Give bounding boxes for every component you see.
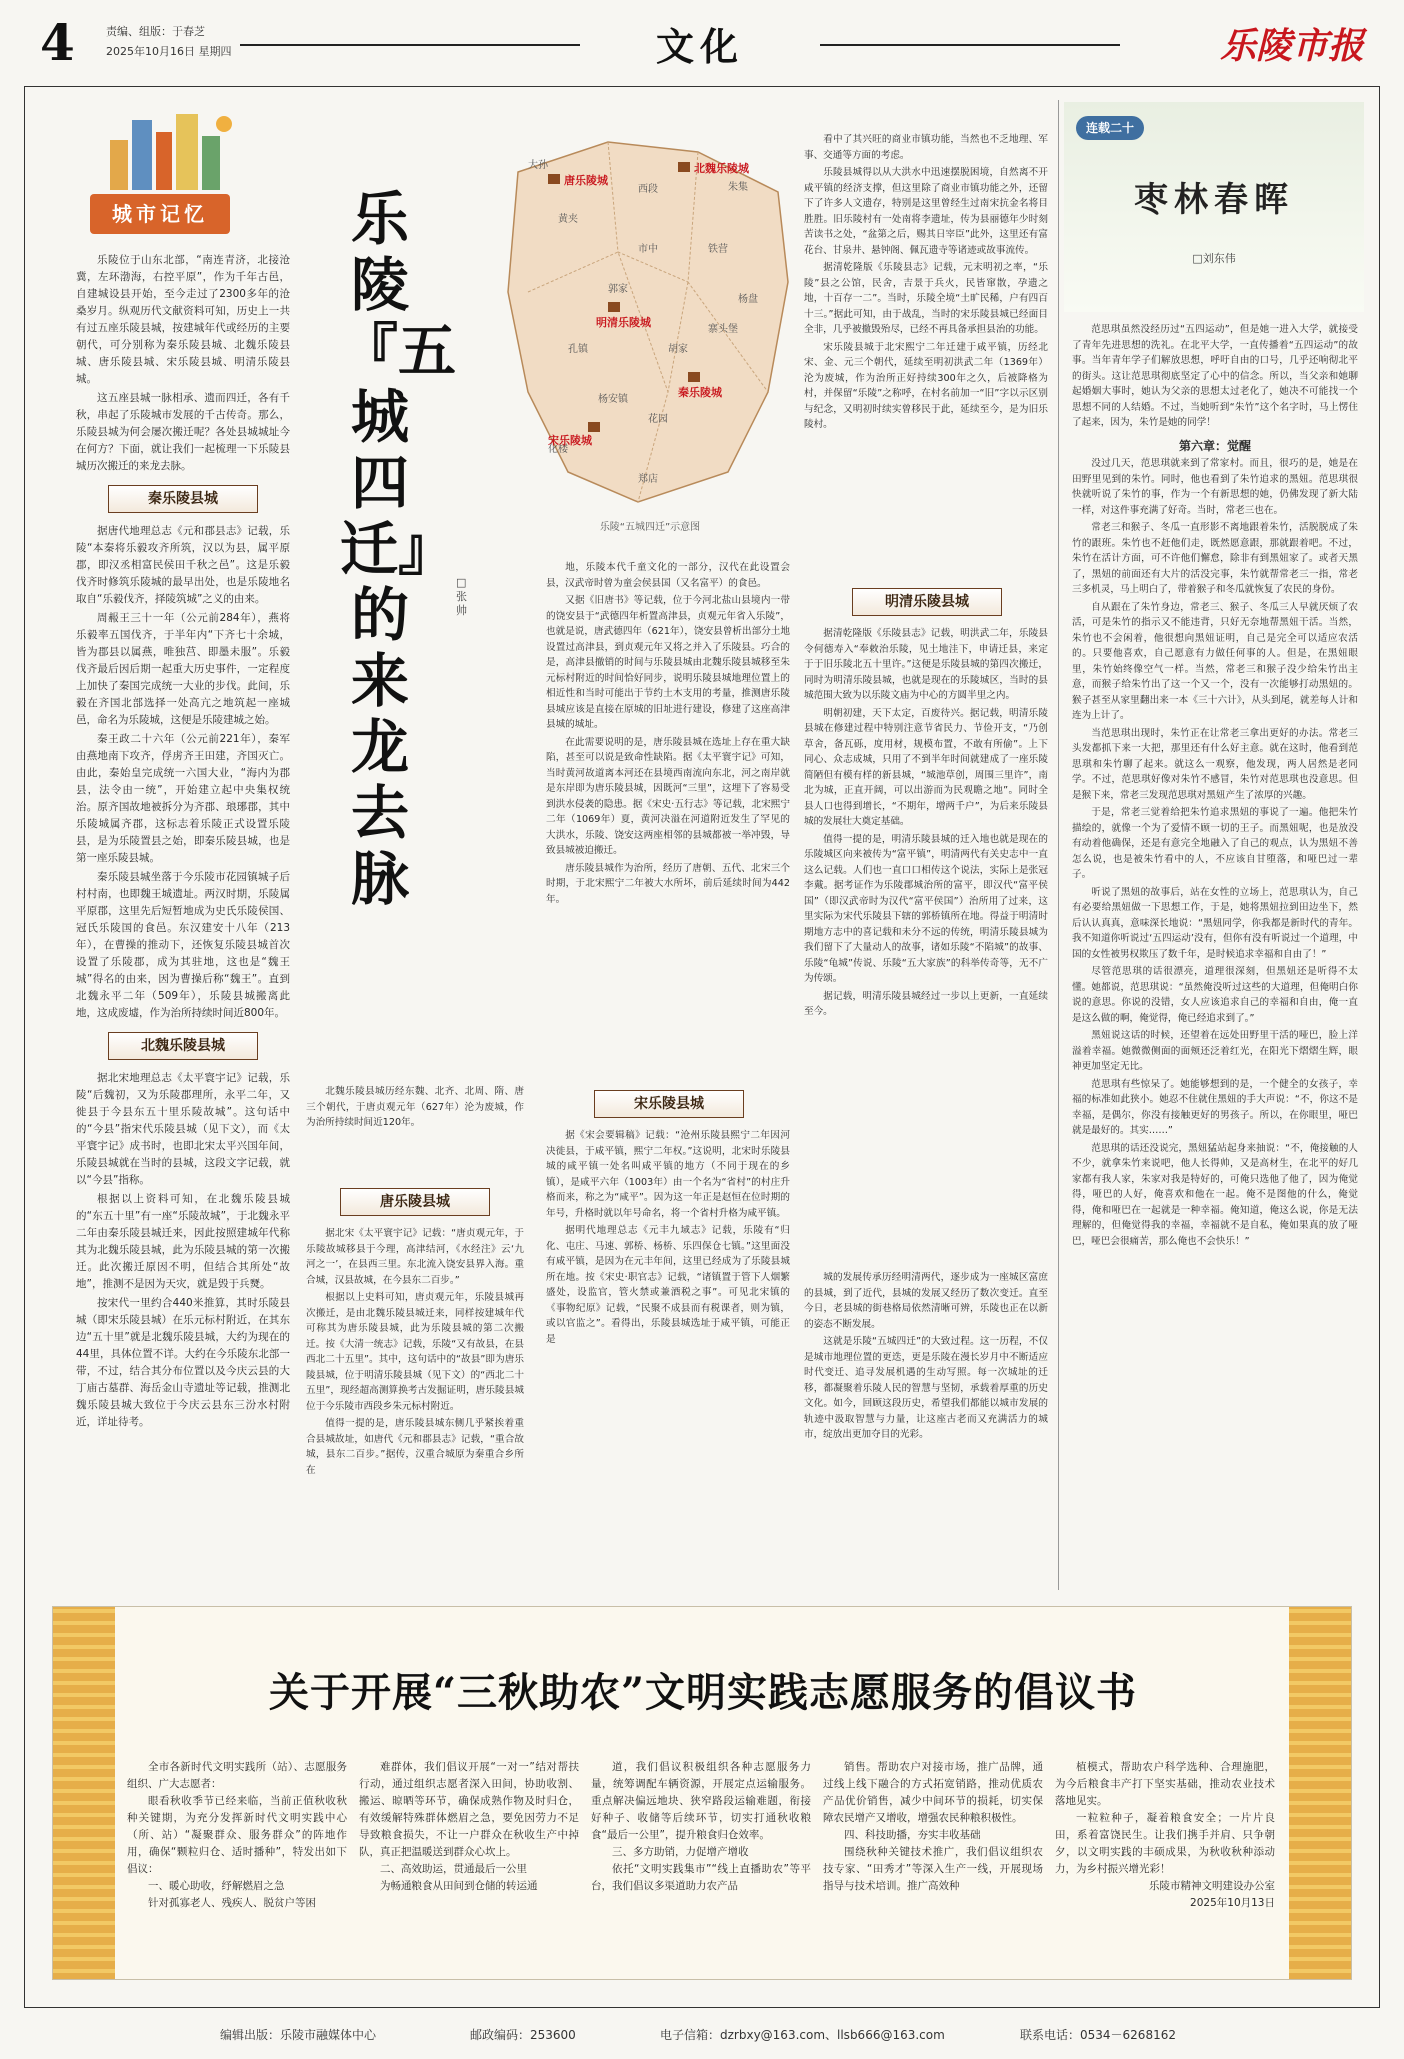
map-label: 胡家 [668, 344, 688, 355]
map-label: 市中 [638, 244, 658, 255]
paragraph: 据《宋会要辑稿》记载：“沧州乐陵县熙宁二年因河决徙县，于咸平镇，熙宁二年权。”这说明，北宋时乐陵县城的咸平镇一处名叫咸平镇的地方（不同于现在的乡镇），是咸平六年（1003年）由一个名为“省村”的村庄升格而来，称之为“咸平”。因为这一年正是赵恒在位时期的年号，升格时就以年号命名，将一个省村升格为咸平镇。 [546, 1130, 790, 1219]
column-divider [1058, 100, 1059, 1590]
paragraph: 一粒粒种子，凝着粮食安全；一片片良田，系着富饶民生。让我们携手并肩、只争朝夕，以文明实践的丰硕成果，为秋收秋种添动力，为乡村振兴增光彩！ [1055, 1812, 1275, 1875]
paragraph: 没过几天，范思琪就来到了常家村。而且，很巧的是，她是在田野里见到的朱竹。同时，他也看到了朱竹追求的黑妞。范思琪很快就听说了朱竹的事，作为一个有新思想的她，仍佛发现了新大陆一样，对这件事充满了好奇。当时，常老三也在。 [1072, 458, 1358, 516]
header-meta [106, 22, 232, 62]
paragraph: 城的发展传承历经明清两代，逐步成为一座城区富庶的县城，到了近代，县城的发展又经历了数次变迁。直至今日，老县城的街巷格局依然清晰可辨，乐陵也正在以新的姿态不断发展。 [804, 1272, 1048, 1330]
notice-column-5 [1055, 1759, 1275, 1969]
city-gate-icon [548, 174, 560, 184]
section-title: 文化 [655, 24, 744, 69]
paragraph: 明朝初建，天下太定，百废待兴。据记载，明清乐陵县城在修建过程中特别注意节省民力、节俭开支，“乃创草舍，备瓦砾，度用材，规模布置，不敢有所偷”。上下同心、众志成城，只用了不到半年时间就建成了一座乐陵简陋但有模有样的新县城，“城池草创，周围三里许”，南北为城，正直开阔，可以出游而为民观瞻之地”。同时全县人口也得到增长，“不期年，增两千户”，为后来乐陵县城的发展壮大奠定基础。 [804, 707, 1048, 827]
paragraph: 据唐代地理总志《元和郡县志》记载，乐陵“本秦将乐毅攻齐所筑，汉以为县，属平原郡，即汉丞相富民侯田千秋之邑”。这是乐毅伐齐时修筑乐陵城的最早出处，也是乐陵地名取自“乐毅伐齐，择陵筑城”之义的由来。 [76, 525, 290, 605]
paragraph: 根据以上资料可知，在北魏乐陵县城的“东五十里”有一座“乐陵故城”，于北魏永平二年由秦乐陵县城迁来，因此按照建城年代称其为北魏乐陵县城，此为乐陵县城的第一次搬迁。此次搬迁原因不明，但结合其所处“故地”，推测不是因为天灾，就是毁于兵燹。 [76, 1193, 290, 1290]
serial-title: 枣林春晖 [1134, 180, 1294, 220]
corn-decoration [53, 1607, 115, 1980]
article-column-4-bottom [804, 1270, 1048, 1580]
map-label: 朱集 [728, 182, 748, 193]
paragraph: 按宋代一里约合440米推算，其时乐陵县城（即宋乐陵县城）在乐元标村附近，在其东边“五十里”就是北魏乐陵县城，大约为现在的44里，具体位置不详。大约在今乐陵东北部一带，不过，结合其分布位置以及今庆云县的大丁庙古墓群、海岳金山寺遗址等记载，推测北魏乐陵县城大致位于今庆云县东三汾水村附近，详址待考。 [76, 1297, 290, 1428]
paragraph: 在此需要说明的是，唐乐陵县城在选址上存在重大缺陷，甚至可以说是致命性缺陷。据《太平寰宇记》可知，当时黄河故道离本河还在县境西南流向东北，河之南岸就是东岸即为唐乐陵县城，因既河“三里”，这埋下了容易受到洪水侵袭的隐患。据《宋史·五行志》等记载，北宋熙宁二年（1069年）夏，黄河决溢在河道附近发生了罕见的大洪水，乐陵、饶安这两座相邻的县城都被一举冲毁，导致县城被迫搬迁。 [546, 736, 790, 856]
footer-email: 电子信箱：dzrbxy@163.com、llsb666@163.com [660, 2028, 945, 2042]
paragraph: 眼看秋收季节已经来临，当前正值秋收秋种关键期，为充分发挥新时代文明实践中心（所、站）“凝聚群众、服务群众”的阵地作用，确保“颗粒归仓、适时播种”，特发出如下倡议： [127, 1795, 347, 1875]
masthead [40, 14, 1364, 72]
article-column-3-song [546, 1128, 790, 1580]
paragraph: 黑妞说这话的时候，还望着在远处田野里干活的哑巴，脸上洋溢着幸福。她微微侧面的面颊还泛着红光，在阳光下熠熠生辉，眼神更加坚定无比。 [1072, 1030, 1358, 1072]
paragraph: 范思琪的话还没说完，黑妞猛站起身来抽说：“不，俺接触的人不少，就拿朱竹来说吧，他人长得帅，又是高材生，在北平的好几家都有我人家，朱家对我是特好的，可俺只选他了他了，因为俺觉得，哑巴的人好，俺喜欢和他在一起。俺不是图他的什么，俺觉得，俺和哑巴在一起就是一种幸福。俺知道，俺这么说，你是无法理解的，但俺觉得我的幸福，幸福就不是自私，俺如果真的放了哑巴，哑巴会很痛苦，那么俺也不会快乐！” [1072, 1142, 1358, 1247]
paragraph: 尽管范思琪的话很漂亮，道理很深刻，但黑妞还是听得不太懂。她都说，范思琪说：“虽然俺没听过这些的大道理，但俺明白你说的意思。你说的没错，女人应该追求自己的幸福和自由，俺一直是这么做的啊，俺觉得，俺已经追求到了。” [1072, 966, 1358, 1024]
paragraph: 依托“文明实践集市”“线上直播助农”等平台，我们倡议多渠道助力农产品 [591, 1863, 811, 1892]
volunteer-notice [52, 1606, 1352, 1980]
paragraph: 又据《旧唐书》等记载，位于今河北盐山县境内一带的饶安县于“武德四年析置高津县，贞观元年省入乐陵”，也就是说，唐武德四年（621年），饶安县曾析出部分土地设置过高津县，到贞观元年又将之并入了乐陵县。巧合的是，高津县撤销的时间与乐陵县城由北魏乐陵县城移至朱元标村附近的时间恰好同步，说明乐陵县城地理位置上的相近性和当时可能出于节约土木支用的考量，推测唐乐陵县城应该是直接在原城的旧址进行建设，修建了这座高津县城的城址。 [546, 595, 790, 730]
notice-column-4 [823, 1759, 1043, 1969]
paragraph: 周赧王三十一年（公元前284年），燕将乐毅率五国伐齐，于半年内“下齐七十余城，皆为郡县以属燕，唯独莒、即墨未服”。乐毅伐齐最后因后期一起重大历史事件，一定程度上加快了秦国完成统一大业的步伐。此间，乐毅在齐国北部选择一处高亢之地筑起一座城邑，命名为乐陵城，这便是乐陵建城之始。 [76, 612, 290, 726]
notice-signature: 乐陵市精神文明建设办公室 [1149, 1880, 1275, 1892]
paragraph: 范思琪有些惊呆了。她能够想到的是，一个健全的女孩子，幸福的标准如此狭小。她忍不住就住黑妞的手大声说：“不，你这不是幸福，是偶尔，你没有接触更好的男孩子。所以，在你眼里，哑巴就是最好的。其实……” [1072, 1078, 1358, 1136]
paragraph: 范思琪虽然没经历过“五四运动”，但是她一进入大学，就接受了青年先进思想的洗礼。在北平大学，一直传播着“五四运动”的故事。当年青年学子们解放思想，呼吁自由的口号，几乎还响彻北平的街头。这让范思琪彻底坚定了心中的信念。所以，当父亲和她聊起婚姻大事时，她认为父亲的思想太过老化了，她决不可能找一个思想不同的人结婚。不过，当她听到“朱竹”这个名字时，马上愣住了起来，因为，朱竹是她的同学！ [1072, 324, 1358, 428]
subhead-qin: 秦乐陵县城 [108, 485, 258, 513]
paragraph: 据北宋地理总志《太平寰宇记》记载，乐陵“后魏初，又为乐陵郡理所，永平二年，又徙县于今县东五十里乐陵故城”。这句话中的“今县”指宋代乐陵县城（见下文），而《太平寰宇记》成书时，也即北宋太平兴国年间，乐陵县城就在当时的县城，这段文字记载，就以“今县”指称。 [76, 1072, 290, 1186]
article-column-1 [76, 252, 290, 1582]
notice-date: 2025年10月13日 [1190, 1897, 1275, 1909]
city-gate-icon [678, 162, 690, 172]
paragraph: 北魏乐陵县城历经东魏、北齐、北周、隋、唐三个朝代，于唐贞观元年（627年）沦为废城，作为治所持续时间近120年。 [306, 1086, 524, 1128]
paragraph: 二、高效助运，贯通最后一公里 [380, 1863, 527, 1875]
notice-column-2 [359, 1759, 579, 1969]
paragraph: 一、暖心助收，纾解燃眉之急 [148, 1880, 285, 1892]
subhead-tang: 唐乐陵县城 [340, 1188, 490, 1216]
paragraph: 植模式，帮助农户科学选种、合理施肥，为今后粮食丰产打下坚实基础，推动农业技术落地见实。 [1055, 1761, 1275, 1807]
paragraph: 难群体，我们倡议开展“一对一”结对帮扶行动，通过组织志愿者深入田间，协助收割、搬运、晾晒等环节，确保成熟作物及时归仓，有效缓解特殊群体燃眉之急，要免因劳力不足导致粮食损失，不让一户群众在秋收生产中掉队，真正把温暖送到群众心坎上。 [359, 1761, 579, 1858]
paragraph: 地，乐陵本代千童文化的一部分，汉代在此设置会县，汉武帝时曾为童会侯县国（又名富平）的食邑。 [546, 562, 790, 589]
serial-author: □刘东伟 [1192, 252, 1236, 265]
issue-date: 2025年10月16日 星期四 [106, 45, 232, 58]
paragraph: 唐乐陵县城作为治所，经历了唐朝、五代、北宋三个时期，于北宋熙宁二年被大水所坏，前后延续时间为442年。 [546, 862, 790, 905]
page-footer [40, 2022, 1364, 2046]
paragraph: 值得一提的是，明清乐陵县城的迁入地也就是现在的乐陵城区向来被传为“富平镇”，明清两代有关史志中一直这么记载。人们也一直口口相传这个说法，实际上是张冠李戴。据考证作为乐陵郡城治所的富平，即汉代“富平侯国”（即汉武帝时为汉代“富平侯国”）治所用了过来，这里实际为宋代乐陵县下辖的郭桥镇所在地。得益于明清时期地方志中的喜记载和未分不远的传统，明清乐陵县城为我们留下了大量动人的故事，诸如乐陵“不陷城”的故事、乐陵“龟城”传说、乐陵“五大家族”的科举传奇等，无不广为传颂。 [804, 833, 1048, 984]
paragraph: 四、科技助播，夯实丰收基础 [844, 1829, 981, 1841]
map-label: 郑店 [638, 474, 658, 485]
map-city-beiwei: 北魏乐陵城 [694, 162, 749, 175]
paragraph: 三、多方助销，力促增产增收 [612, 1846, 749, 1858]
header-rule-left [240, 44, 580, 46]
article-column-2-bottom [306, 1084, 524, 1190]
article-byline: □张帅 [456, 576, 467, 617]
map-label: 西段 [638, 184, 658, 195]
map-label: 寨头堡 [708, 324, 738, 335]
paragraph: 为畅通粮食从田间到仓储的转运通 [380, 1880, 538, 1892]
paragraph: 全市各新时代文明实践所（站）、志愿服务组织、广大志愿者： [127, 1761, 347, 1790]
notice-column-1 [127, 1759, 347, 1969]
paragraph: 根据以上史料可知，唐贞观元年，乐陵县城再次搬迁，是由北魏乐陵县城迁来，同样按建城年代可称其为唐乐陵县城，此为乐陵县城的第二次搬迁。按《大清一统志》记载，乐陵“又有故县，在县西北二十五里”。其中，这句话中的“故县”即为唐乐陵县城，位于明清乐陵县城（见下文）的“西北二十五里”，现经超高测算换考古发掘证明，唐乐陵县城位于今乐陵市西段乡朱元标村附近。 [306, 1292, 524, 1412]
subhead-mingqing: 明清乐陵县城 [852, 588, 1002, 616]
paragraph: 秦王政二十六年（公元前221年），秦军由燕地南下攻齐，俘虏齐王田建，齐国灭亡。由此，秦始皇完成统一六国大业，“海内为郡县，法令由一统”，开始建立起中央集权统治。原齐国故地被拆分为齐郡、琅琊郡，其中乐陵城属齐郡，这标志着乐陵正式设置乐陵县，是为乐陵置县之始，即秦乐陵县城，也是第一座乐陵县城。 [76, 733, 290, 864]
paragraph: 于是，常老三觉着给把朱竹追求黑妞的事说了一遍。他把朱竹描绘的，就像一个为了爱情不顾一切的王子。而黑妞呢，也是放没有动着他确保，还是有意完全地融入了自己的观点，认为黑妞不善怎么说，也是被朱竹看中的人，不应该自甘堕落，和哑巴过一辈子。 [1072, 807, 1358, 880]
subhead-beiwei: 北魏乐陵县城 [108, 1032, 258, 1060]
paragraph: 销售。帮助农户对接市场，推广品牌，通过线上线下融合的方式拓宽销路，推动优质农产品优价销售，减少中间环节的损耗，切实保障农民增产又增收，增强农民种粮积极性。 [823, 1761, 1043, 1824]
notice-title: 关于开展“三秋助农”文明实践志愿服务的倡议书 [268, 1669, 1137, 1716]
footer-postcode: 邮政编码：253600 [470, 2028, 576, 2042]
paragraph: 宋乐陵县城于北宋熙宁二年迁建于咸平镇，历经北宋、金、元三个朝代，延续至明初洪武二年（1369年）沦为废城，作为治所正好持续300年之久，后被降格为村，并保留“乐陵”之称呼，在村名前加一“旧”字以示区别与纪念，又明初时续实曾移民于此，延续至今，是为旧乐陵村。 [804, 341, 1048, 430]
intro-paragraph: 这五座县城一脉相承、遗而四迁，各有千秋，串起了乐陵城市发展的千古传奇。那么，乐陵县城为何会屡次搬迁呢？各处县城城址今在何方？下面，就让我们一起梳理一下乐陵县城历次搬迁的来龙去脉。 [76, 392, 290, 472]
map-label: 杨安镇 [598, 394, 628, 405]
map-city-song: 宋乐陵城 [548, 434, 592, 447]
paragraph: 看中了其兴旺的商业市镇功能，当然也不乏地理、军事、交通等方面的考虑。 [804, 134, 1048, 161]
paragraph: 常老三和猴子、冬瓜一直形影不离地跟着朱竹，活脱脱成了朱竹的跟班。朱竹也不赶他们走，既然愿意跟，那就跟着吧。不过，朱竹在活计方面，可不许他们懈怠，除非有到黑妞家了。或者天黑了，黑妞的前面还有大片的活没完事，朱竹就帮常老三一指，常老三多机灵，马上明白了，带着猴子和冬瓜就恢复了农民的身份。 [1072, 522, 1358, 595]
paragraph: 听说了黑妞的故事后，站在女性的立场上，范思琪认为，自己有必要给黑妞做一下思想工作，于是，她将黑妞拉到田边坐下，然后认认真真，意味深长地说：“黑妞同学，你我都是新时代的青年。我不知道你听说过‘五四运动’没有，但你有没有听说过一个道理，中国的女性被男权欺压了数千年，是时候追求幸福和自由了！” [1072, 886, 1358, 960]
map-label: 杨盘 [738, 294, 758, 305]
paragraph: 值得一提的是，唐乐陵县城东侧几乎紧挨着重合县城故址，如唐代《元和郡县志》记载，“重合故城，县东二百步。”据传，汉重合城原为秦重合乡所在 [306, 1418, 524, 1476]
paragraph: 针对孤寡老人、残疾人、脱贫户等困 [148, 1897, 316, 1909]
city-gate-icon [588, 422, 600, 432]
article-column-4-mingqing [804, 626, 1048, 1266]
notice-column-3 [591, 1759, 811, 1969]
serial-body [1072, 322, 1358, 1584]
skyline-icon [100, 110, 240, 190]
city-memory-badge [60, 110, 260, 240]
article-title: 乐陵『五城四迁』的来龙去脉 [340, 185, 457, 913]
paragraph: 自从跟在了朱竹身边，常老三、猴子、冬瓜三人早就厌烦了农活，可是朱竹的指示又不能违背，只好无奈地帮黑妞干活。当然，朱竹也不会闲着，他很想向黑妞证明，自己是完全可以适应农活的。只要他喜欢，自己愿意有力做任何事的人。但是，在黑妞眼里，朱竹始终像空气一样。当然，常老三和猴子没少给朱竹出主意，而猴子给朱竹出了这一个又一个，没有一次能够打动黑妞的。猴子甚至从家里翻出来一本《三十六计》，从头到尾，就差每人计和连为上计了。 [1072, 601, 1358, 721]
footer-phone: 联系电话：0534－6268162 [1020, 2028, 1176, 2042]
page-number: 4 [40, 13, 75, 72]
map-label: 黄夹 [558, 214, 578, 225]
paragraph: 这就是乐陵“五城四迁”的大致过程。这一历程，不仅是城市地理位置的更迭，更是乐陵在漫长岁月中不断适应时代变迁、追寻发展机遇的生动写照。每一次城址的迁移，都凝聚着乐陵人民的智慧与坚韧，承载着厚重的历史文化。如今，回顾这段历史，希望我们都能以城市发展的轨迹中汲取智慧与力量，让这座古老而又充满活力的城市，绽放出更加夺目的光彩。 [804, 1336, 1048, 1440]
article-column-3-top [546, 560, 790, 1100]
map-city-mingqing: 明清乐陵城 [596, 316, 651, 329]
badge-label: 城市记忆 [90, 194, 230, 234]
paragraph: 据清乾隆版《乐陵县志》记载，元末明初之率，“乐陵”县之公馆，民舍，吉景于兵火，民皆窜散，孕遗之地，十百存一二”。当时，乐陵全境“土旷民稀，户有四百十三。”据此可知，由于战乱，当时的宋乐陵县城已经面目全非，几乎被撤毁殆尽，已经不再具备承担县治的功能。 [804, 262, 1048, 335]
map-label: 化楼 [548, 444, 568, 455]
newspaper-logo: 乐陵市报 [1219, 25, 1364, 67]
map-label: 孔镇 [568, 344, 588, 355]
map-label: 铁营 [708, 244, 728, 255]
footer-publisher: 编辑出版：乐陵市融媒体中心 [220, 2028, 377, 2042]
serial-header [1064, 102, 1364, 312]
subhead-song: 宋乐陵县城 [594, 1090, 744, 1118]
map-label: 大孙 [528, 160, 548, 171]
paragraph: 秦乐陵县城坐落于今乐陵市花园镇城子后村村南，也即魏王城遗址。两汉时期，乐陵属平原郡，这里先后短暂地成为史氏乐陵侯国、冠氏乐陵国的食邑。东汉建安十八年（213年），在曹操的推动下，还恢复乐陵县城首次设置了乐陵郡，成为其驻地，这也是“魏王城”得名的由来，因为曹操后称“魏王”。直到北魏永平二年（509年），乐陵县城搬离此地，这成废墟，作为治所持续时间近800年。 [76, 871, 290, 1019]
intro-paragraph: 乐陵位于山东北部，“南连青济，北接沧冀，左环渤海，右控平原”，作为千年古邑，自建城设县开始，至今走过了2300多年的沧桑岁月。纵观历代文献资料可知，历史上一共有过五座乐陵县城，按建城年代或经历的主要朝代，可分别称为秦乐陵县城、北魏乐陵县城、唐乐陵县城、宋乐陵县城、明清乐陵县城。 [76, 254, 290, 385]
five-cities-map [488, 132, 798, 512]
map-city-qin: 秦乐陵城 [678, 386, 722, 399]
paragraph: 据清乾隆版《乐陵县志》记载，明洪武二年，乐陵县令何德寿入“奉敕治乐陵，见土地洼下，申请迁县，来定于于旧乐陵北五十里许。”这便是乐陵县城的第四次搬迁，同时为明清乐陵县城，也就是现在的乐陵城区，当时的县城范围大致为以乐陵文庙为中心的方圆半里之内。 [804, 628, 1048, 701]
editors-credit: 责编、组版：于春芝 [106, 25, 205, 38]
map-caption: 乐陵“五城四迁”示意图 [599, 522, 701, 533]
map-city-tang: 唐乐陵城 [564, 174, 608, 187]
article-column-4-top [804, 132, 1048, 580]
paragraph: 据北宋《太平寰宇记》记载：“唐贞观元年，于乐陵故城移县于今理，高津结河，《水经注》云‘九河之一’，在县西三里。东北流入饶安县界入海。重合城，汉县故城，在今县东二百步。” [306, 1228, 524, 1286]
chapter-heading: 第六章：觉醒 [1178, 438, 1251, 453]
corn-decoration [1289, 1607, 1351, 1980]
article-column-2-tang [306, 1226, 524, 1580]
paragraph: 乐陵县城得以从大洪水中迅速摆脱困境，自然离不开咸平镇的经济支撑，但这里除了商业市镇功能之外，还留下了许多人文遗存，特别是这里曾经生过南宋抗金名将目胜胜。旧乐陵村有一处南将李遗址，传为县丽德年少时刻苦读书之处，“盆第之后，赐其日宰臣”此外，这里还有富花台、甘泉井、悬钟阁、佩瓦遗寺等诸迹或故事流传。 [804, 167, 1048, 256]
header-rule-right [820, 44, 1120, 46]
serial-tag: 连载二十 [1076, 116, 1144, 140]
paragraph: 当范思琪出现时，朱竹正在让常老三拿出更好的办法。常老三头发都抓下来一大把，那里还有什么好主意。就在这时，他看到范思琪和朱竹聊了起来。就这么一观察，他发现，两人居然是老同学。不过，范思琪好像对朱竹不感冒，朱竹对范思琪也没意思。但是猴下来，常老三发现范思琪对黑妞产生了浓厚的兴趣。 [1072, 727, 1358, 801]
paragraph: 道，我们倡议积极组织各种志愿服务力量，统筹调配车辆资源，开展定点运输服务。重点解决偏远地块、狭窄路段运输难题，衔接好种子、收储等后续环节，切实打通秋收粮食“最后一公里”，提升粮食归仓效率。 [591, 1761, 811, 1841]
map-label: 郭家 [608, 284, 628, 295]
paragraph: 据记载，明清乐陵县城经过一步以上更新，一直延续至今。 [804, 990, 1048, 1017]
paragraph: 据明代地理总志《元丰九域志》记载，乐陵有“归化、屯庄、马速、郭桥、杨桥、乐四保仓七镇。”这里面没有咸平镇，是因为在元丰年间，这里已经成为了乐陵县城所在地。按《宋史·职官志》记载，“诸镇置于管下人烟繁盛处，设监官，管火禁或兼酒税之事”。可见北宋镇的《事物纪原》记载，“民聚不成县而有税课者，则为镇，或以官监之”。看得出，乐陵县城选址于咸平镇，可能正是 [546, 1225, 790, 1345]
map-label: 花园 [648, 414, 668, 425]
paragraph: 围绕秋种关键技术推广，我们倡议组织农技专家、“田秀才”等深入生产一线，开展现场指导与技术培训。推广高效种 [823, 1846, 1043, 1892]
city-gate-icon [608, 302, 620, 312]
city-gate-icon [688, 372, 700, 382]
